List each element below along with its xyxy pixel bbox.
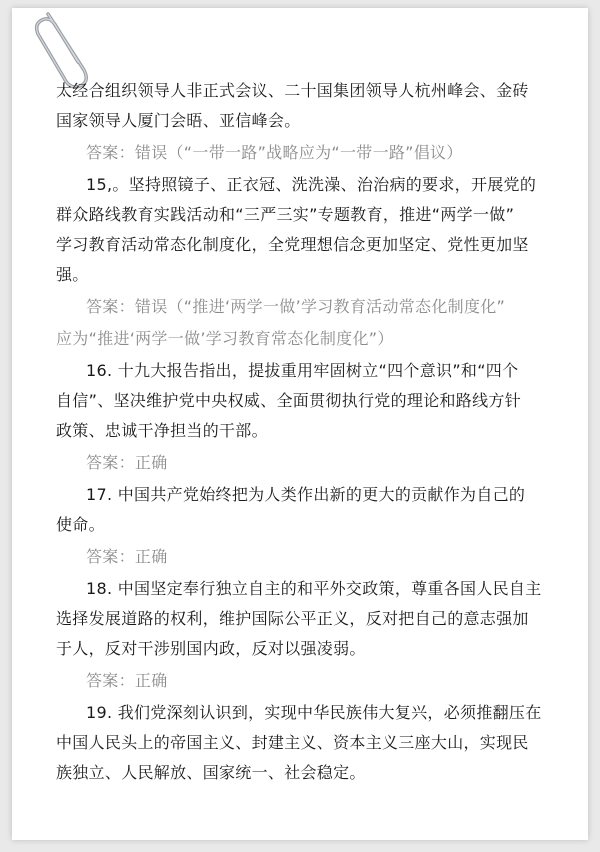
question-15-line-4: 强。 — [56, 265, 89, 284]
answer-17: 答案：正确 — [86, 547, 168, 566]
intro-line-2: 国家领导人厦门会晤、亚信峰会。 — [56, 111, 301, 130]
document-page — [12, 8, 588, 840]
answer-15-line-2: 应为“推进‘两学一做’学习教育常态化制度化”） — [56, 329, 394, 348]
question-19-line-2: 中国人民头上的帝国主义、封建主义、资本主义三座大山，实现民 — [56, 733, 529, 752]
question-18-line-3: 于人，反对干涉别国内政，反对以强凌弱。 — [56, 639, 366, 658]
question-19-line-1: 19. 我们党深刻认识到，实现中华民族伟大复兴，必须推翻压在 — [86, 703, 542, 722]
document-body — [56, 76, 566, 788]
intro-line-1: 太经合组织领导人非正式会议、二十国集团领导人杭州峰会、金砖 — [56, 81, 529, 100]
question-18-line-2: 选择发展道路的权利，维护国际公平正义，反对把自己的意志强加 — [56, 609, 529, 628]
answer-16: 答案：正确 — [86, 453, 168, 472]
question-19-line-3: 族独立、人民解放、国家统一、社会稳定。 — [56, 763, 366, 782]
answer-18: 答案：正确 — [86, 671, 168, 690]
question-17-line-1: 17. 中国共产党始终把为人类作出新的更大的贡献作为自己的 — [86, 485, 526, 504]
question-16-line-2: 自信”、坚决维护党中央权威、全面贯彻执行党的理论和路线方针 — [56, 391, 521, 410]
question-18-line-1: 18. 中国坚定奉行独立自主的和平外交政策，尊重各国人民自主 — [86, 579, 542, 598]
question-15-line-3: 学习教育活动常态化制度化，全党理想信念更加坚定、党性更加坚 — [56, 235, 529, 254]
question-16-line-1: 16. 十九大报告指出，提拔重用牢固树立“四个意识”和“四个 — [86, 361, 519, 380]
answer-15-line-1: 答案：错误（“推进‘两学一做’学习教育活动常态化制度化” — [86, 297, 506, 316]
question-15-line-1: 15,。坚持照镜子、正衣冠、洗洗澡、治治病的要求，开展党的 — [86, 175, 537, 194]
answer-14: 答案：错误（“一带一路”战略应为“一带一路”倡议） — [86, 143, 463, 162]
question-15-line-2: 群众路线教育实践活动和“三严三实”专题教育，推进“两学一做” — [56, 205, 515, 224]
question-16-line-3: 政策、忠诚干净担当的干部。 — [56, 421, 268, 440]
question-17-line-2: 使命。 — [56, 515, 105, 534]
